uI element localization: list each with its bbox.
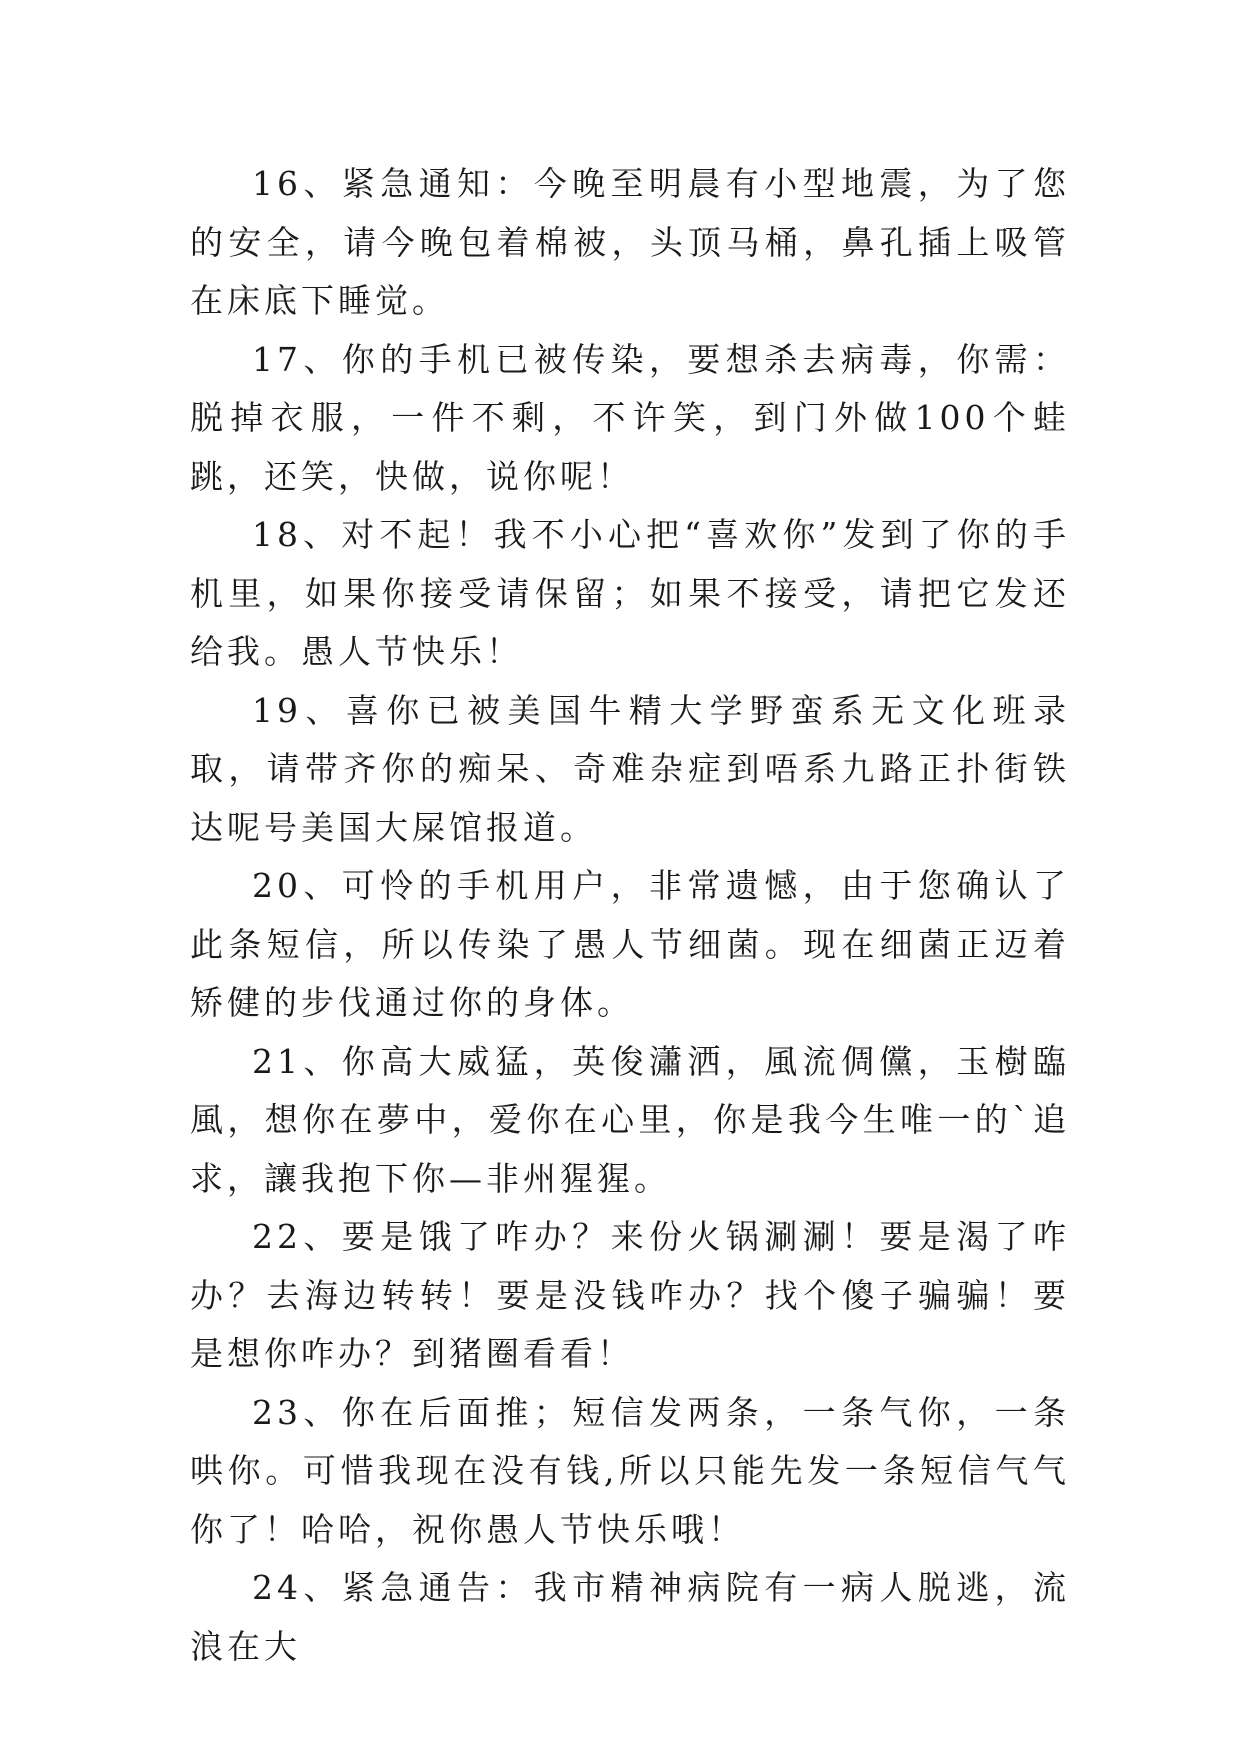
paragraph-18: 18、对不起！我不小心把“喜欢你”发到了你的手机里，如果你接受请保留；如果不接受，请把它发还给我。愚人节快乐！ <box>190 515 1070 671</box>
paragraph-23: 23、你在后面推；短信发两条，一条气你，一条哄你。可惜我现在没有钱,所以只能先发一条短信气气你了！哈哈，祝你愚人节快乐哦！ <box>190 1392 1070 1549</box>
paragraph-24: 24、紧急通告：我市精神病院有一病人脱逃，流浪在大 <box>190 1568 1070 1666</box>
paragraph-16: 16、紧急通知：今晚至明晨有小型地震，为了您的安全，请今晚包着棉被，头顶马桶，鼻孔插上吸管在床底下睡觉。 <box>190 164 1070 320</box>
paragraph-21: 21、你高大威猛，英俊瀟洒，風流倜儻，玉樹臨風，想你在夢中，爱你在心里，你是我今生唯一的`追求，讓我抱下你—非州猩猩。 <box>190 1041 1070 1198</box>
paragraph-20: 20、可怜的手机用户，非常遗憾，由于您确认了此条短信，所以传染了愚人节细菌。现在细菌正迈着矫健的步伐通过你的身体。 <box>190 866 1070 1022</box>
paragraph-17: 17、你的手机已被传染，要想杀去病毒，你需：脱掉衣服，一件不剩，不许笑，到门外做100个蛙跳，还笑，快做，说你呢！ <box>190 339 1070 496</box>
document-body <box>190 155 1070 1676</box>
paragraph-22: 22、要是饿了咋办？来份火锅涮涮！要是渴了咋办？去海边转转！要是没钱咋办？找个傻子骗骗！要是想你咋办？到猪圈看看！ <box>190 1217 1070 1373</box>
paragraph-19: 19、喜你已被美国牛精大学野蛮系无文化班录取，请带齐你的痴呆、奇难杂症到唔系九路正扑街铁达呢号美国大屎馆报道。 <box>190 690 1070 847</box>
